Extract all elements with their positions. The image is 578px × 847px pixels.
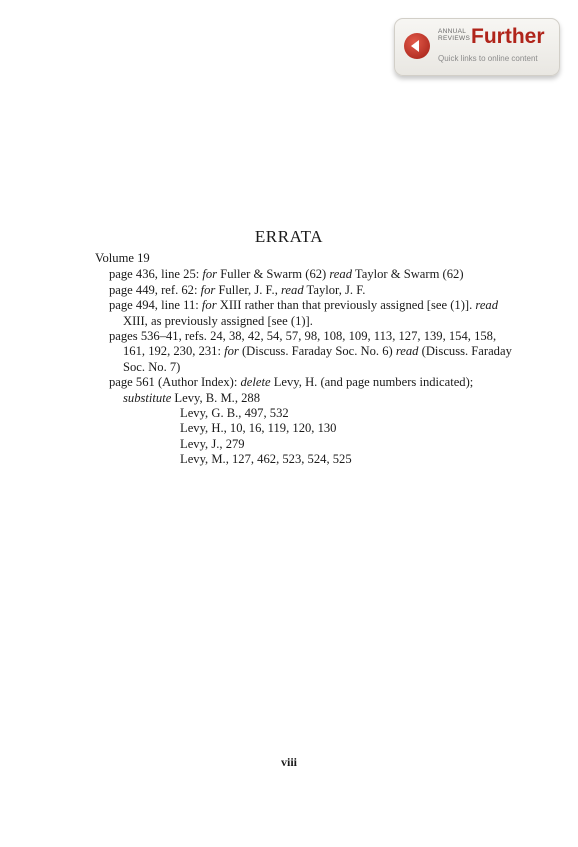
levy-entry: Levy, G. B., 497, 532 <box>180 406 289 421</box>
substitute-line: substitute Levy, B. M., 288 <box>123 390 261 405</box>
page-number: viii <box>280 755 297 769</box>
errata-content <box>95 251 520 468</box>
levy-entry: Levy, M., 127, 462, 523, 524, 525 <box>180 452 352 467</box>
levy-entry: Levy, J., 279 <box>180 436 245 451</box>
levy-entry: Levy, H., 10, 16, 119, 120, 130 <box>180 421 337 436</box>
further-label: Further <box>471 25 545 48</box>
quick-links-label: Quick links to online content <box>438 54 538 63</box>
further-badge[interactable] <box>394 18 560 76</box>
errata-entry-2: page 449, ref. 62: for Fuller, J. F., read Taylor, J. F. <box>109 282 366 297</box>
errata-entry-1: page 436, line 25: for Fuller & Swarm (62) read Taylor & Swarm (62) <box>109 267 464 282</box>
volume-heading: Volume 19 <box>95 251 150 265</box>
errata-title: ERRATA <box>254 227 324 246</box>
back-arrow-icon <box>404 33 430 59</box>
errata-entry-5: page 561 (Author Index): delete Levy, H. (and page numbers indicated); <box>109 375 474 390</box>
errata-entry-3: page 494, line 11: for XIII rather than that previously assigned [see (1)]. read XIII, as previously assigned [see (1)]. <box>109 298 499 328</box>
errata-entry-4: pages 536–41, refs. 24, 38, 42, 54, 57, 98, 108, 109, 113, 127, 139, 154, 158, 161, 192, 230, 231: for (Discuss. Faraday Soc. No. 6) read (Discuss. Faraday Soc. No. 7) <box>109 329 512 374</box>
annual-reviews-logo-text: ANNUAL REVIEWS <box>438 28 471 42</box>
levy-list <box>95 406 520 468</box>
